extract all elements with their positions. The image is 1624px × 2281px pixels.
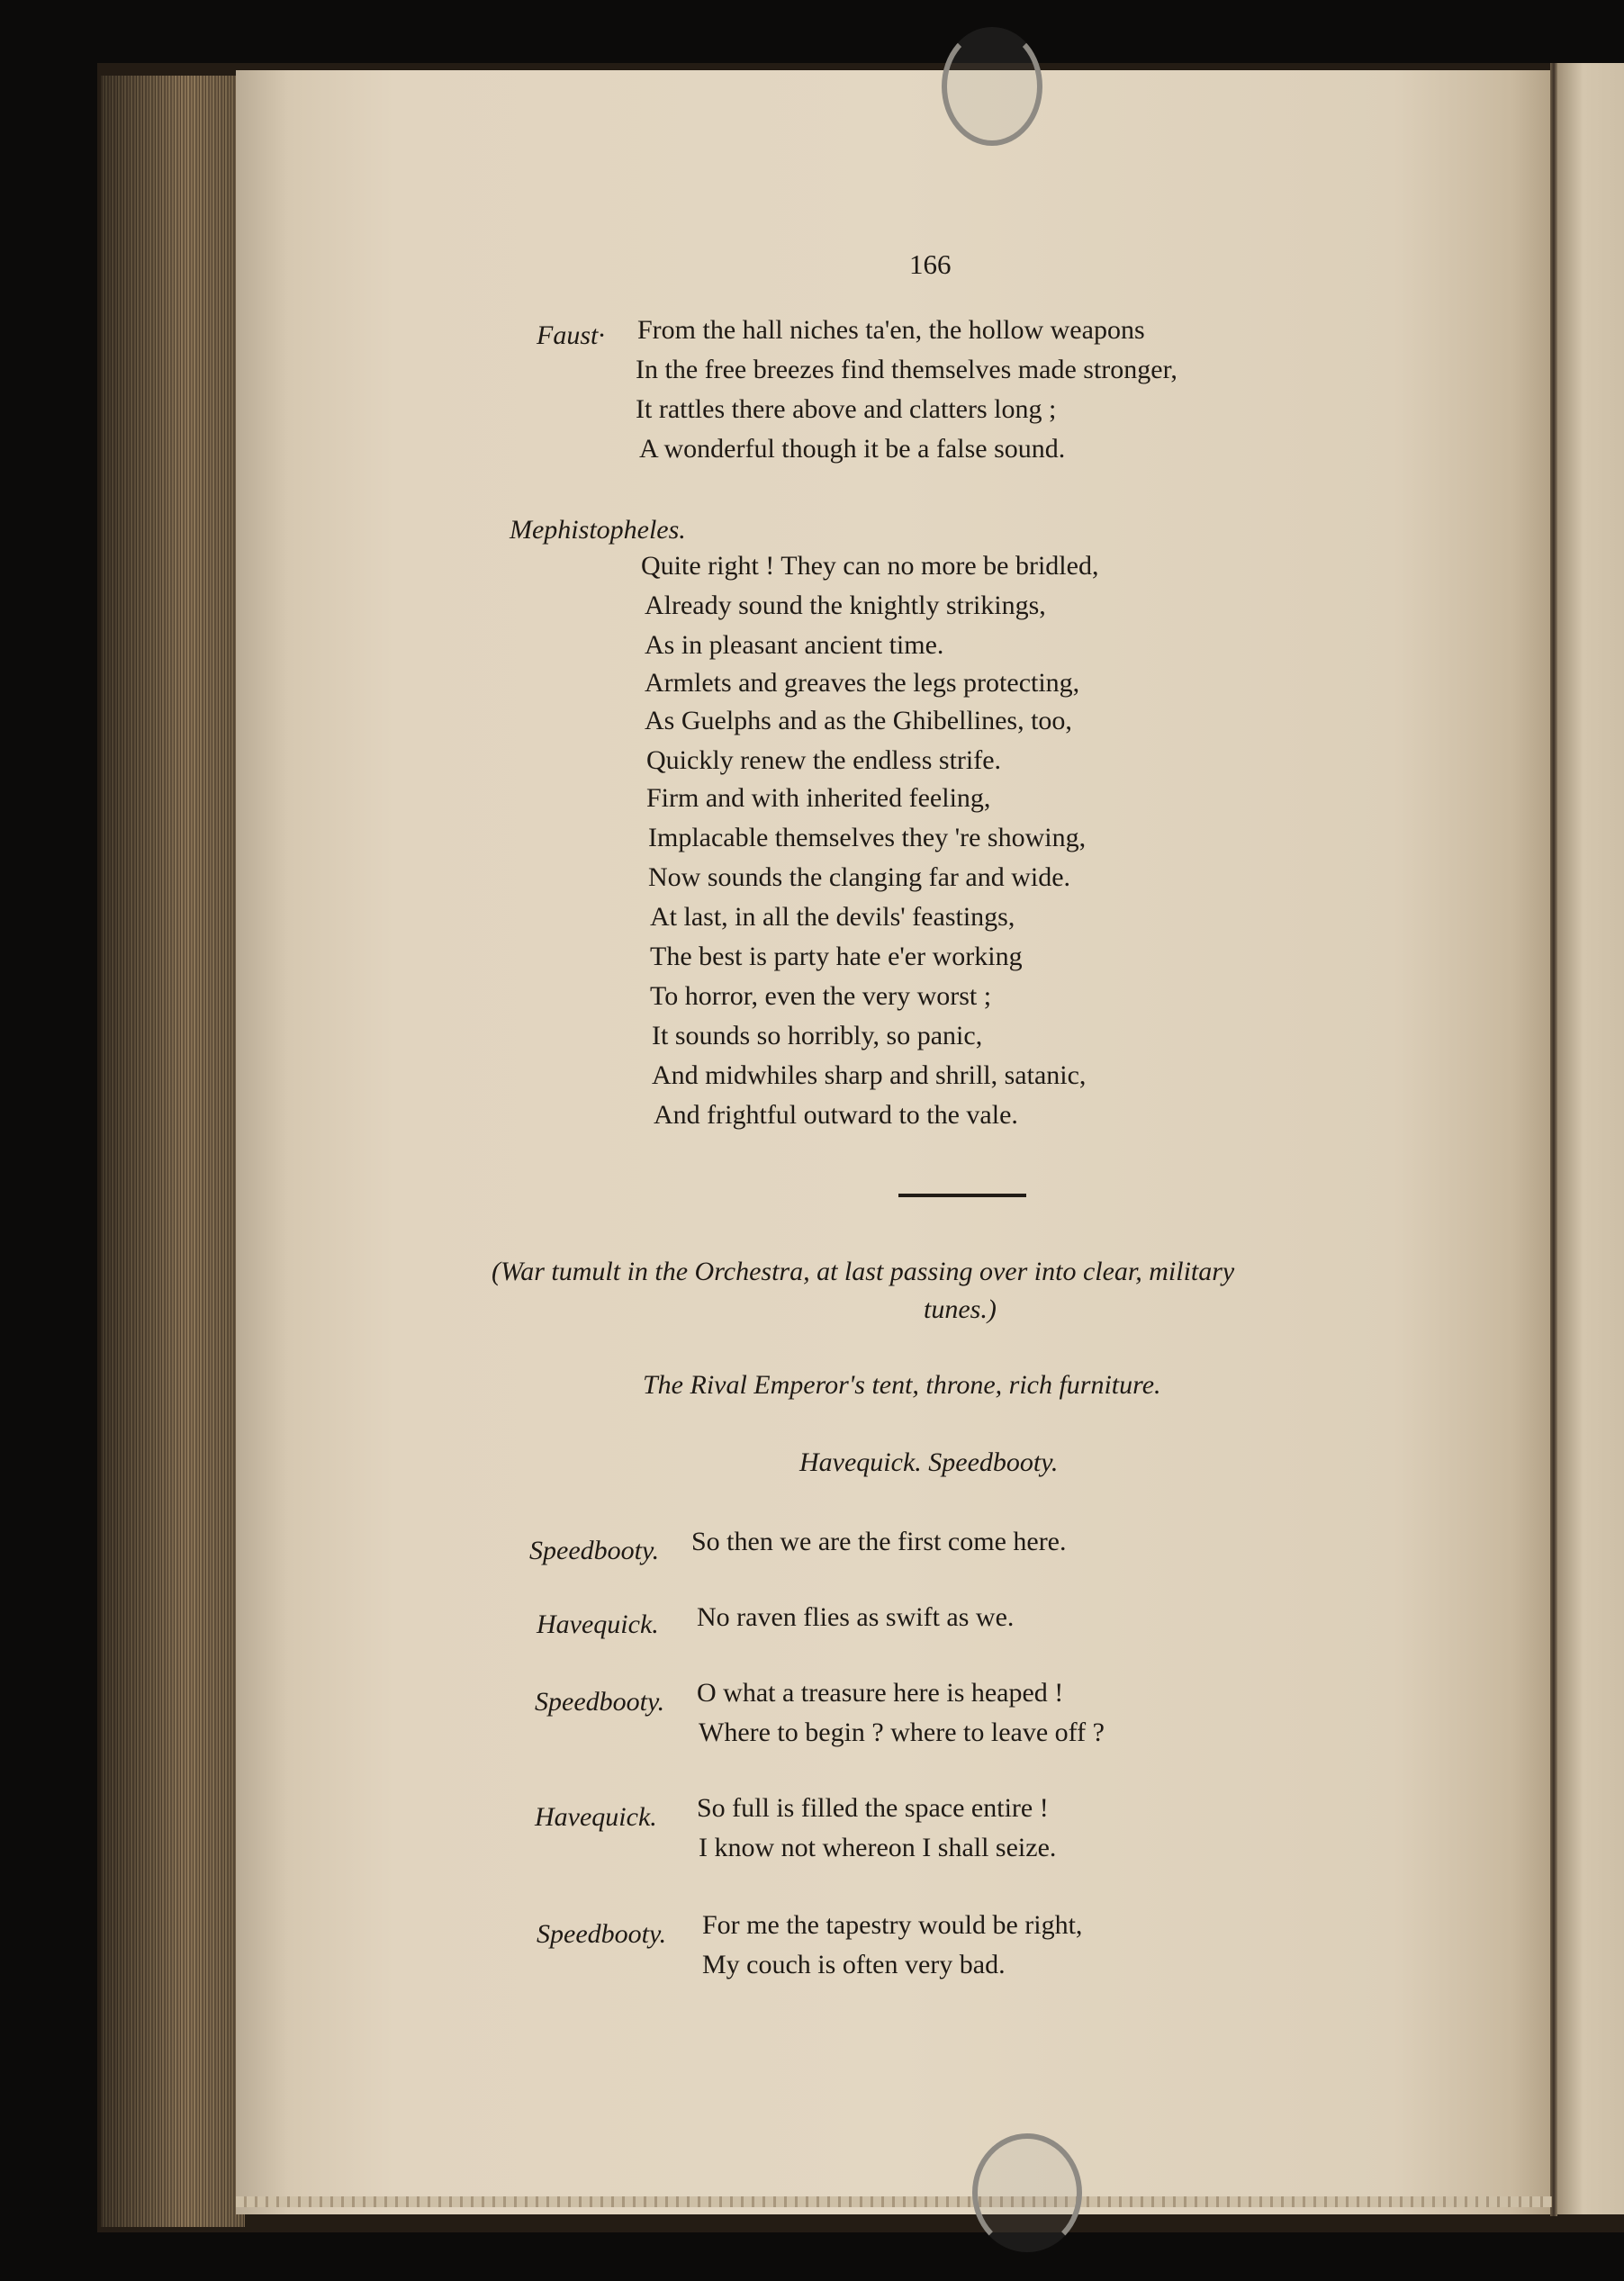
dialogue-line: I know not whereon I shall seize.: [699, 1833, 1057, 1862]
dialogue-line: My couch is often very bad.: [702, 1950, 1006, 1979]
speaker-speedbooty: Speedbooty.: [529, 1536, 660, 1565]
stage-direction-continued: tunes.): [924, 1294, 997, 1324]
page-clip-bottom: [972, 2133, 1082, 2252]
verse-line: From the hall niches ta'en, the hollow weapons: [637, 315, 1145, 345]
dialogue-line: O what a treasure here is heaped !: [697, 1678, 1064, 1708]
book-page: [236, 70, 1552, 2214]
verse-line: And frightful outward to the vale.: [654, 1100, 1018, 1130]
verse-line: As in pleasant ancient time.: [645, 630, 944, 660]
facing-page-edge: [1556, 63, 1624, 2214]
verse-line: Already sound the knightly strikings,: [645, 591, 1046, 620]
dialogue-line: So then we are the first come here.: [691, 1527, 1067, 1556]
deckle-edge: [236, 2196, 1552, 2207]
verse-line: As Guelphs and as the Ghibellines, too,: [645, 706, 1072, 735]
verse-line: Implacable themselves they 're showing,: [648, 823, 1087, 852]
dialogue-line: So full is filled the space entire !: [697, 1793, 1049, 1823]
dialogue-line: For me the tapestry would be right,: [702, 1910, 1083, 1940]
verse-line: A wonderful though it be a false sound.: [639, 434, 1066, 464]
page-gutter: [1550, 63, 1557, 2216]
verse-line: The best is party hate e'er working: [650, 942, 1023, 971]
scene-heading: The Rival Emperor's tent, throne, rich furniture.: [643, 1370, 1161, 1400]
verse-line: In the free breezes find themselves made stronger,: [636, 355, 1177, 384]
page-number: 166: [909, 248, 952, 280]
page-clip-top: [942, 27, 1042, 146]
verse-line: Firm and with inherited feeling,: [646, 783, 991, 813]
speaker-faust: Faust·: [537, 320, 605, 350]
stage-direction: (War tumult in the Orchestra, at last passing over into clear, military: [492, 1257, 1235, 1286]
speaker-mephistopheles: Mephistopheles.: [510, 515, 686, 545]
speaker-havequick: Havequick.: [537, 1609, 659, 1639]
dialogue-line: Where to begin ? where to leave off ?: [699, 1718, 1105, 1747]
verse-line: And midwhiles sharp and shrill, satanic,: [652, 1060, 1087, 1090]
page-edges-shadow: [101, 76, 245, 2227]
section-divider: [898, 1194, 1026, 1197]
characters-line: Havequick. Speedbooty.: [799, 1447, 1059, 1477]
verse-line: Quite right ! They can no more be bridled,: [641, 551, 1099, 581]
verse-line: It rattles there above and clatters long ;: [636, 394, 1057, 424]
verse-line: Armlets and greaves the legs protecting,: [645, 668, 1080, 698]
verse-line: It sounds so horribly, so panic,: [652, 1021, 983, 1050]
verse-line: Now sounds the clanging far and wide.: [648, 862, 1071, 892]
verse-line: At last, in all the devils' feastings,: [650, 902, 1015, 932]
speaker-havequick: Havequick.: [535, 1802, 657, 1832]
speaker-speedbooty: Speedbooty.: [535, 1687, 665, 1717]
speaker-speedbooty: Speedbooty.: [537, 1919, 667, 1949]
dialogue-line: No raven flies as swift as we.: [697, 1602, 1015, 1632]
verse-line: To horror, even the very worst ;: [650, 981, 992, 1011]
verse-line: Quickly renew the endless strife.: [646, 745, 1002, 775]
